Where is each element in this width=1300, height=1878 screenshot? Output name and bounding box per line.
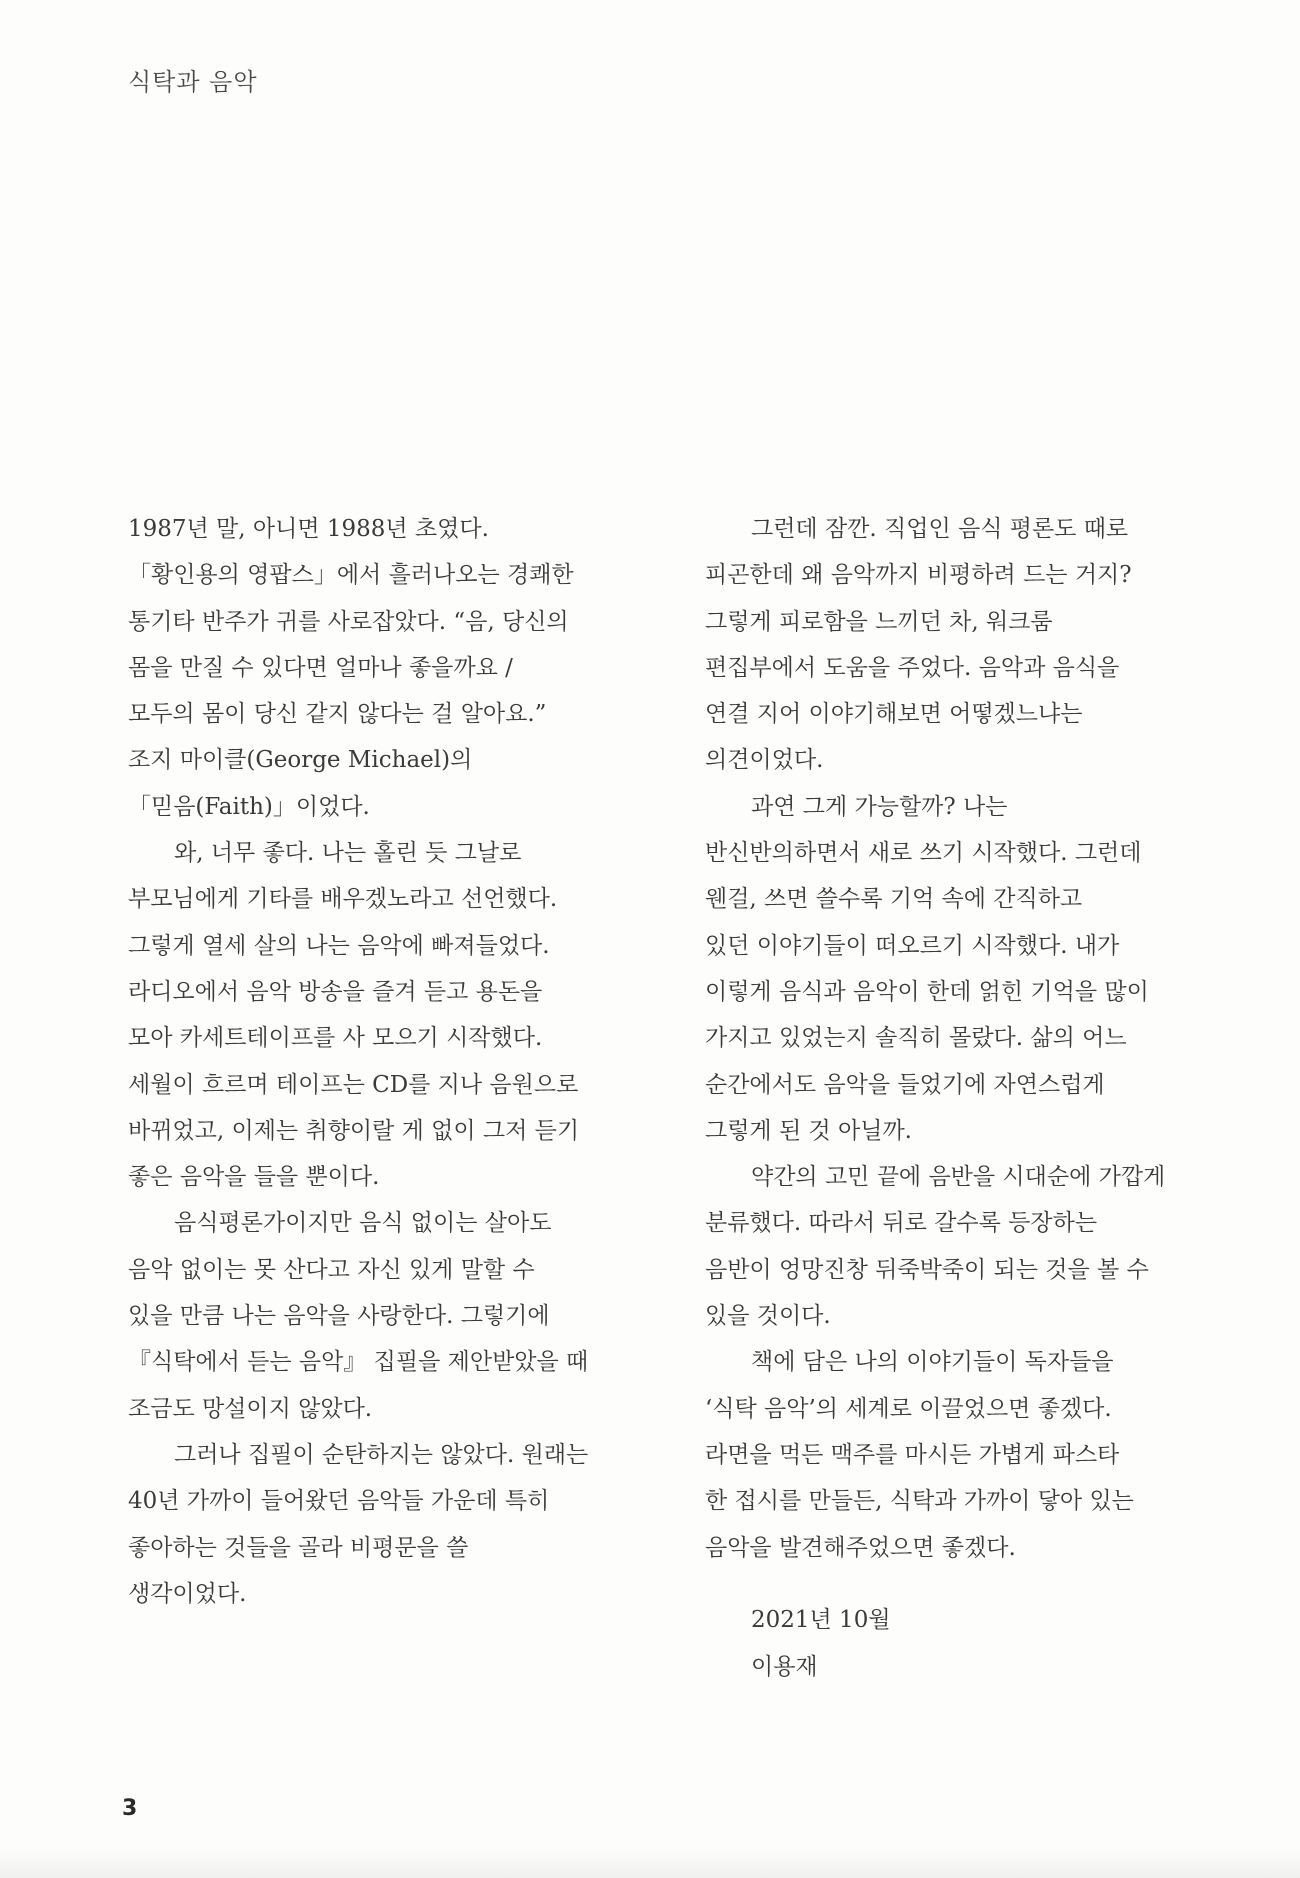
text-line: 그러나 집필이 순탄하지는 않았다. 원래는 xyxy=(174,1441,589,1468)
text-line: 과연 그게 가능할까? 나는 xyxy=(751,793,1008,820)
text-line: 가지고 있었는지 솔직히 몰랐다. 삶의 어느 xyxy=(705,1025,1127,1052)
text-line: 라디오에서 음악 방송을 즐겨 듣고 용돈을 xyxy=(128,978,543,1005)
text-line: 편집부에서 도움을 주었다. 음악과 음식을 xyxy=(705,654,1120,681)
signoff-date: 2021년 10월 xyxy=(751,1607,891,1633)
text-line: 조금도 망설이지 않았다. xyxy=(128,1395,373,1422)
text-line: 조지 마이클(George Michael)의 xyxy=(128,747,473,774)
text-line: 한 접시를 만들든, 식탁과 가까이 닿아 있는 xyxy=(705,1488,1134,1515)
text-line: 부모님에게 기타를 배우겠노라고 선언했다. xyxy=(128,886,558,913)
text-line: 와, 너무 좋다. 나는 홀린 듯 그날로 xyxy=(174,840,522,867)
text-line: 반신반의하면서 새로 쓰기 시작했다. 그런데 xyxy=(705,840,1142,867)
text-line: ‘식탁 음악’의 세계로 이끌었으면 좋겠다. xyxy=(705,1395,1112,1422)
text-line: 음악을 발견해주었으면 좋겠다. xyxy=(705,1534,1016,1561)
text-line: 세월이 흐르며 테이프는 CD를 지나 음원으로 xyxy=(128,1071,579,1098)
text-line: 이렇게 음식과 음악이 한데 얽힌 기억을 많이 xyxy=(705,978,1149,1005)
text-line: 있던 이야기들이 떠오르기 시작했다. 내가 xyxy=(705,932,1120,959)
text-line: 라면을 먹든 맥주를 마시든 가볍게 파스타 xyxy=(705,1441,1120,1468)
text-line: 책에 담은 나의 이야기들이 독자들을 xyxy=(751,1349,1114,1376)
text-line: 생각이었다. xyxy=(128,1580,247,1607)
text-line: 분류했다. 따라서 뒤로 갈수록 등장하는 xyxy=(705,1210,1098,1237)
signoff-author: 이용재 xyxy=(751,1654,818,1680)
text-line: 연결 지어 이야기해보면 어떻겠느냐는 xyxy=(705,701,1083,728)
text-line: 음악 없이는 못 산다고 자신 있게 말할 수 xyxy=(128,1256,535,1283)
text-line: 피곤한데 왜 음악까지 비평하려 드는 거지? xyxy=(705,562,1132,589)
text-line: 음식평론가이지만 음식 없이는 살아도 xyxy=(174,1210,552,1237)
text-line: 좋은 음악을 들을 뿐이다. xyxy=(128,1164,380,1191)
text-line: 좋아하는 것들을 골라 비평문을 쓸 xyxy=(128,1534,469,1561)
text-line: 「믿음(Faith)」이었다. xyxy=(128,793,370,820)
text-line: 그렇게 열세 살의 나는 음악에 빠져들었다. xyxy=(128,932,550,959)
text-line: 『식탁에서 듣는 음악』 집필을 제안받았을 때 xyxy=(128,1349,589,1376)
page-number: 3 xyxy=(122,1796,138,1821)
text-line: 모아 카세트테이프를 사 모으기 시작했다. xyxy=(128,1025,543,1052)
text-line: 「황인용의 영팝스」에서 흘러나오는 경쾌한 xyxy=(128,562,574,589)
text-line: 모두의 몸이 당신 같지 않다는 걸 알아요.” xyxy=(128,701,547,728)
text-line: 있을 만큼 나는 음악을 사랑한다. 그렇기에 xyxy=(128,1303,550,1330)
signoff xyxy=(751,1597,891,1691)
text-line: 의견이었다. xyxy=(705,747,824,774)
text-line: 40년 가까이 들어왔던 음악들 가운데 특히 xyxy=(128,1488,550,1515)
left-column xyxy=(128,506,688,1617)
right-column xyxy=(705,506,1265,1571)
text-line: 몸을 만질 수 있다면 얼마나 좋을까요 / xyxy=(128,654,513,681)
running-head: 식탁과 음악 xyxy=(128,68,258,96)
text-line: 그렇게 피로함을 느끼던 차, 워크룸 xyxy=(705,608,1053,635)
scan-shadow xyxy=(0,1848,1300,1878)
text-line: 약간의 고민 끝에 음반을 시대순에 가깝게 xyxy=(751,1164,1166,1191)
text-line: 그런데 잠깐. 직업인 음식 평론도 때로 xyxy=(751,516,1129,542)
text-line: 통기타 반주가 귀를 사로잡았다. “음, 당신의 xyxy=(128,608,569,635)
text-line: 순간에서도 음악을 들었기에 자연스럽게 xyxy=(705,1071,1105,1098)
text-line: 1987년 말, 아니면 1988년 초였다. xyxy=(128,516,489,542)
text-line: 있을 것이다. xyxy=(705,1303,831,1330)
text-line: 음반이 엉망진창 뒤죽박죽이 되는 것을 볼 수 xyxy=(705,1256,1149,1283)
text-line: 그렇게 된 것 아닐까. xyxy=(705,1117,912,1144)
text-line: 바뀌었고, 이제는 취향이랄 게 없이 그저 듣기 xyxy=(128,1117,580,1144)
text-line: 웬걸, 쓰면 쓸수록 기억 속에 간직하고 xyxy=(705,886,1083,913)
